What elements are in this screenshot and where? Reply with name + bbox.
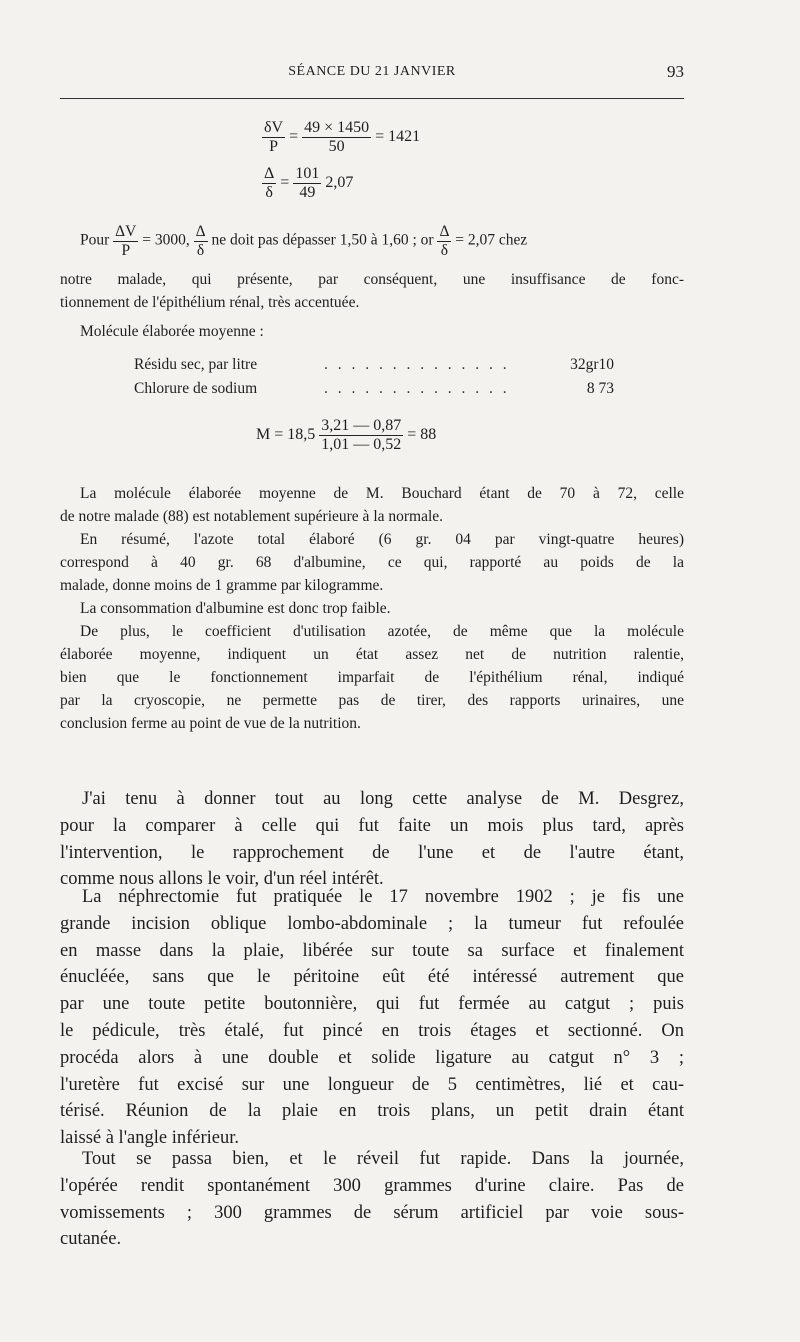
formula-term: = 3000, xyxy=(142,231,190,249)
text-line: notre malade, qui présente, par conséquent, une insuffisance de fonc- xyxy=(60,271,684,288)
text-line: bien que le fonctionnement imparfait de l'épithélium rénal, indiqué xyxy=(60,669,684,686)
text-line: tionnement de l'épithélium rénal, très accentuée. xyxy=(60,294,360,311)
text-line: térisé. Réunion de la plaie en trois plans, un petit drain étant xyxy=(60,1101,684,1122)
formula-term: δ xyxy=(265,184,273,201)
paragraph-de-plus xyxy=(60,620,684,735)
text-line: comme nous allons le voir, d'un réel intérêt. xyxy=(60,869,384,890)
formula-term: Δ xyxy=(439,223,450,240)
text-line: par une toute petite boutonnière, qui fut fermée au catgut ; puis xyxy=(60,994,684,1015)
paragraph-bouchard xyxy=(60,482,684,528)
formula-term: 49 xyxy=(299,184,316,201)
formula-term: δ xyxy=(196,241,205,259)
formula-result: = 1421 xyxy=(375,128,421,146)
text-line: vomissements ; 300 grammes de sérum artificiel par voie sous- xyxy=(60,1202,684,1223)
row-label: Chlorure de sodium xyxy=(134,380,258,397)
page-number: 93 xyxy=(667,62,684,81)
text-line: en masse dans la plaie, libérée sur toute sa surface et finalement xyxy=(60,940,684,961)
text-line: conclusion ferme au point de vue de la nutrition. xyxy=(60,715,361,732)
formula-term: P xyxy=(269,138,278,155)
formula-delta-ratio: $\frac{\Delta}{\delta}$ = $\frac{101}{49}$ 2,07 xyxy=(264,165,354,201)
text-line: Tout se passa bien, et le réveil fut rapide. Dans la journée, xyxy=(82,1149,684,1169)
paragraph-consommation xyxy=(60,597,684,620)
text-line: correspond à 40 gr. 68 d'albumine, ce qui, rapporté au poids de la xyxy=(60,554,684,571)
row-value: 32gr10 xyxy=(570,356,614,373)
text-line: l'uretère fut excisé sur une longueur de 5 centimètres, lié et cau- xyxy=(60,1074,684,1095)
paragraph-nephrectomie xyxy=(60,884,684,1152)
formula-m xyxy=(256,418,436,453)
text-line: laissé à l'angle inférieur. xyxy=(60,1128,240,1149)
paragraph-insuffisance xyxy=(60,268,684,314)
text-line: procéda alors à une double et solide ligature au catgut n° 3 ; xyxy=(60,1047,684,1068)
text-line: le pédicule, très étalé, fut pincé en trois étages et sectionné. On xyxy=(60,1020,684,1041)
paragraph-resume xyxy=(60,528,684,597)
text-line: l'intervention, le rapprochement de l'une et de l'autre étant, xyxy=(60,842,684,863)
row-value: 8 73 xyxy=(586,380,614,397)
text-line: malade, donne moins de 1 gramme par kilogramme. xyxy=(60,577,384,594)
text-line: J'ai tenu à donner tout au long cette analyse de M. Desgrez, xyxy=(82,789,684,809)
formula-term: δ xyxy=(440,241,449,259)
pour-text: = 2,07 chez xyxy=(455,231,528,249)
formula-term: 1,01 — 0,52 xyxy=(321,436,402,453)
formula-term: P xyxy=(121,241,131,259)
text-line: élaborée moyenne, indiquent un état assez net de nutrition ralentie, xyxy=(60,646,684,663)
text-line: de notre malade (88) est notablement supérieure à la normale. xyxy=(60,508,444,525)
formula-term: Δ xyxy=(195,223,206,240)
formula-term: ΔV xyxy=(115,223,137,240)
formula-term: δV xyxy=(264,119,284,136)
leader-dots: . . . . . . . . . . . . . . xyxy=(324,356,510,373)
text-line: l'opérée rendit spontanément 300 grammes d'urine claire. Pas de xyxy=(60,1175,684,1196)
formula-result: 2,07 xyxy=(325,174,354,192)
leader-dots: . . . . . . . . . . . . . . xyxy=(324,380,510,397)
text-line: De plus, le coefficient d'utilisation azotée, de même que la molécule xyxy=(80,623,684,640)
text-line: énucléée, sans que le péritoine eût été intéressé autrement que xyxy=(60,967,684,988)
molecule-heading xyxy=(80,320,684,343)
text-line: grande incision oblique lombo-abdominale ; la tumeur fut refoulée xyxy=(60,913,684,934)
text-line: cutanée. xyxy=(60,1229,122,1250)
formula-term: 50 xyxy=(328,138,345,155)
text-line: En résumé, l'azote total élaboré (6 gr. 04 par vingt-quatre heures) xyxy=(80,531,684,548)
paragraph-desgrez xyxy=(60,786,684,893)
formula-term: M = 18,5 xyxy=(256,426,316,444)
header-title: SÉANCE DU 21 JANVIER xyxy=(288,64,456,79)
header-rule xyxy=(60,98,684,99)
text-line: Molécule élaborée moyenne : xyxy=(80,323,264,340)
text-line: La consommation d'albumine est donc trop faible. xyxy=(80,600,391,617)
running-header xyxy=(60,62,684,84)
formula-term: 101 xyxy=(295,165,320,182)
text-line: pour la comparer à celle qui fut faite un mois plus tard, après xyxy=(60,815,684,836)
formula-result: = 88 xyxy=(407,426,437,444)
formula-term: 49 × 1450 xyxy=(304,119,370,136)
formula-term: 3,21 — 0,87 xyxy=(321,417,402,434)
text-line: La néphrectomie fut pratiquée le 17 novembre 1902 ; je fis une xyxy=(82,887,684,907)
text-line: La molécule élaborée moyenne de M. Bouchard étant de 70 à 72, celle xyxy=(80,485,684,502)
pour-line xyxy=(80,224,684,258)
paragraph-reveil xyxy=(60,1146,684,1253)
pour-text: ne doit pas dépasser 1,50 à 1,60 ; or xyxy=(211,231,434,249)
pour-word: Pour xyxy=(80,231,110,249)
row-label: Résidu sec, par litre xyxy=(134,356,258,373)
formula-term: Δ xyxy=(264,165,275,182)
text-line: par la cryoscopie, ne permette pas de tirer, des rapports urinaires, une xyxy=(60,692,684,709)
formula-sv-p: $\frac{\delta V}{P}$ = $\frac{49 \times 1450}{50}$ = 1421 xyxy=(264,119,421,155)
